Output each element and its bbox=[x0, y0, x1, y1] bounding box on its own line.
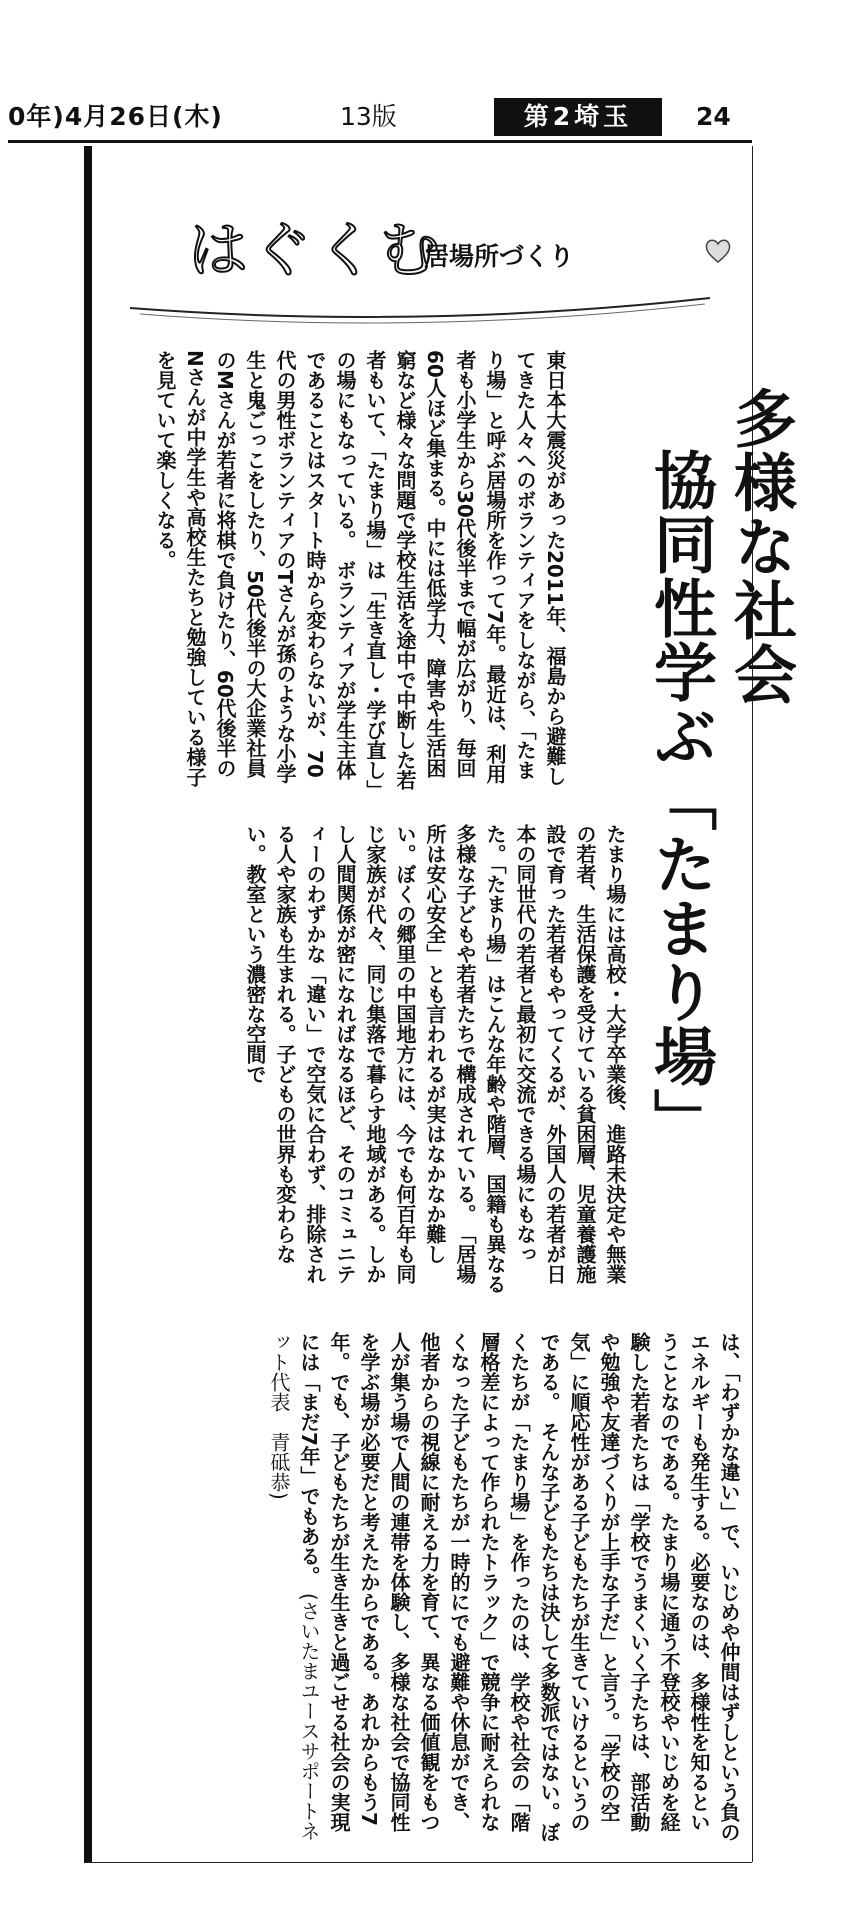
header-rule bbox=[8, 140, 752, 143]
body-tier-2 bbox=[100, 824, 630, 1300]
body-tier-3 bbox=[100, 1332, 744, 1842]
page-header bbox=[0, 100, 860, 134]
page-number: 24 bbox=[696, 102, 731, 131]
heart-icon bbox=[704, 238, 732, 264]
article-headline bbox=[640, 386, 800, 1152]
body-tier-3-text: は、「わずかな違い」で、いじめや仲間はずしという負のエネルギーも発生する。必要なのは、多様性を知るということなのである。たまり場に通う不登校やいじめを経験した若者たちは「学校でうまくいく子たちは、部活動や勉強や友達づくりが上手な子だ」と言う。「学校の空気」に順応性がある子どもたちが生きていけるというのである。 そんな子どもたちは決して多数派ではない。ぼくたちが「たまり場」を作ったのは、学校や社会の「階層格差によって作られたトラック」で競争に耐えられなくなった子どもたちが一時的にでも避難や休息ができ、他者からの視線に耐える力を育て、異なる価値観をもつ人が集う場で人間の連帯を体験し、多様な社会で協同性を学ぶ場が必要だと考えたからである。あれからもう7年。でも、子どもたちが生き生きと過ごせる社会の実現には「まだ7年」でもある。 bbox=[297, 1332, 741, 1842]
author-credit: (さいたまユースサポートネット代表 青砥恭) bbox=[267, 1332, 321, 1841]
headline-line-2: 協同性学ぶ「たまり場」 bbox=[644, 448, 717, 1152]
edition-number: 13版 bbox=[340, 102, 397, 131]
series-subtitle: 居場所づくり bbox=[424, 242, 575, 271]
headline-line-1: 多様な社会 bbox=[724, 386, 797, 706]
issue-date: 0年)4月26日(木) bbox=[8, 102, 223, 131]
body-tier-2-text: たまり場には高校・大学卒業後、進路未決定や無業の若者、生活保護を受けている貧困層、児童養護施設で育った若者もやってくるが、外国人の若者が日本の同世代の若者と最初に交流できる場にもなった。「たまり場」はこんな年齢や階層、国籍も異なる多様な子どもや若者たちで構成されている。 「居場所は安心安全」とも言われるが実はなかなか難しい。ぼくの郷里の中国地方には、今でも何百年も同じ家族が代々、同じ集落で暮らす地域がある。しかし人間関係が密になればなるほど、そのコミュニティーのわずかな「違い」で空気に合わず、排除される人や家族も生まれる。子どもの世界も変わらない。教室という濃密な空間で bbox=[243, 824, 627, 1294]
body-tier-1 bbox=[100, 350, 570, 792]
series-title: はぐくむ bbox=[188, 216, 444, 286]
article-left-border bbox=[84, 146, 92, 1862]
body-tier-1-text: 東日本大震災があった2011年、福島から避難してきた人々へのボランティアをしながら、「たまり場」と呼ぶ居場所を作って7年。最近は、利用者も小学生から30代後半まで幅が広がり、毎回60人ほど集まる。中には低学力、障害や生活困窮など様々な問題で学校生活を途中で中断した若者もいて、「たまり場」は「生き直し・学び直し」の場にもなっている。 ボランティアが学生主体であることはスタート時から変わらないが、70代の男性ボランティアのTさんが孫のような小学生と鬼ごっこをしたり、50代後半の大企業社員のMさんが若者に将棋で負けたり、60代後半のNさんが中学生や高校生たちと勉強している様子を見ていて楽しくなる。 bbox=[153, 350, 567, 790]
section-label: 第2埼玉 bbox=[494, 98, 662, 136]
article-bottom-border bbox=[84, 1862, 752, 1863]
